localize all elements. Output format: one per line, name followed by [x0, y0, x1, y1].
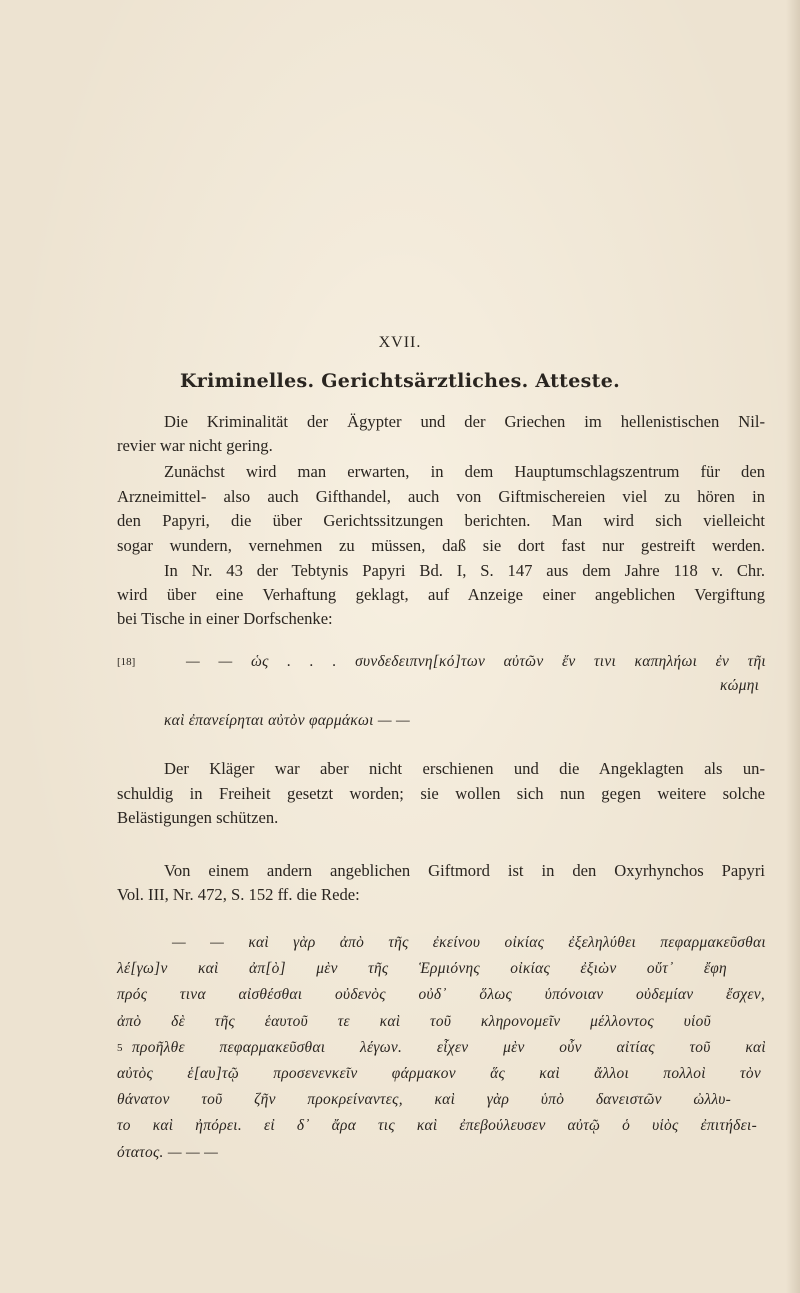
greek-quote-line: θάνατον τοῦ ζῆν προκρείναντες, καὶ γὰρ ὑπὸ δανειστῶν ὠλλυ- [117, 1091, 731, 1108]
greek-quote-line: ότατος. — — — [117, 1144, 219, 1161]
paragraph-line: schuldig in Freiheit gesetzt worden; sie wollen sich nun gegen weitere solche [117, 784, 765, 803]
greek-quote-line: κώμηι [720, 677, 760, 694]
chapter-title: Kriminelles. Gerichtsärztliches. Atteste. [179, 370, 621, 392]
paragraph-line: den Papyri, die über Gerichtssitzungen berichten. Man wird sich vielleicht [117, 511, 765, 530]
greek-quote-line: καὶ ἐπανείρηται αὐτὸν φαρμάκωι — — [164, 712, 410, 729]
greek-quote-line: λέ[γω]ν καὶ ἀπ[ὸ] μὲν τῆς Ἑρμιόνης οἰκίας ἐξιὼν οὔτ᾽ ἔφη [117, 960, 727, 977]
quote-reference-marker: [18] [117, 656, 136, 668]
greek-line-number: 5 [117, 1042, 123, 1054]
paragraph-line: bei Tische in einer Dorfschenke: [117, 609, 333, 628]
greek-quote-line: — — καὶ γὰρ ἀπὸ τῆς ἐκείνου οἰκίας ἐξεληλύθει πεφαρμακεῦσθαι [172, 934, 766, 951]
paragraph-line: Zunächst wird man erwarten, in dem Hauptumschlagszentrum für den [164, 462, 765, 481]
paragraph-line: wird über eine Verhaftung geklagt, auf Anzeige einer angeblichen Vergiftung [117, 585, 765, 604]
greek-quote-line: — — ὡς . . . συνδεδειπνη[κό]των αὐτῶν ἔν τινι καπηλήωι ἐν τῆι [186, 653, 766, 670]
paragraph-line: Der Kläger war aber nicht erschienen und die Angeklagten als un- [164, 759, 765, 778]
greek-quote-line: ἀπὸ δὲ τῆς ἑαυτοῦ τε καὶ τοῦ κληρονομεῖν μέλλοντος υἱοῦ [117, 1013, 711, 1030]
paragraph-line: Arzneimittel- also auch Gifthandel, auch von Giftmischereien viel zu hören in [117, 487, 765, 506]
paragraph-line: In Nr. 43 der Tebtynis Papyri Bd. I, S. 147 aus dem Jahre 118 v. Chr. [164, 561, 765, 580]
greek-quote-line: αὐτὸς ἑ[αυ]τῷ προσενενκεῖν φάρμακον ἅς καὶ ἄλλοι πολλοὶ τὸν [117, 1065, 761, 1082]
greek-quote-line: πρός τινα αἰσθέσθαι οὐδενὸς οὐδ᾽ ὅλως ὑπόνοιαν οὐδεμίαν ἔσχεν, [117, 986, 765, 1003]
chapter-number: XVII. [378, 334, 422, 351]
paragraph-line: Von einem andern angeblichen Giftmord ist in den Oxyrhynchos Papyri [164, 861, 765, 880]
greek-quote-line: προῆλθε πεφαρμακεῦσθαι λέγων. εἶχεν μὲν οὖν αἰτίας τοῦ καὶ [132, 1039, 766, 1056]
paragraph-line: Vol. III, Nr. 472, S. 152 ff. die Rede: [117, 885, 360, 904]
paragraph-line: Die Kriminalität der Ägypter und der Griechen im hellenistischen Nil- [164, 412, 765, 431]
paragraph-line: sogar wundern, vernehmen zu müssen, daß sie dort fast nur gestreift werden. [117, 536, 765, 555]
page-edge-shadow [786, 0, 800, 1293]
paragraph-line: Belästigungen schützen. [117, 808, 279, 827]
greek-quote-line: το καὶ ἠπόρει. εἰ δ᾽ ἄρα τις καὶ ἐπεβούλευσεν αὐτῷ ὁ υἱὸς ἐπιτήδει- [117, 1117, 757, 1134]
paragraph-line: revier war nicht gering. [117, 436, 273, 455]
